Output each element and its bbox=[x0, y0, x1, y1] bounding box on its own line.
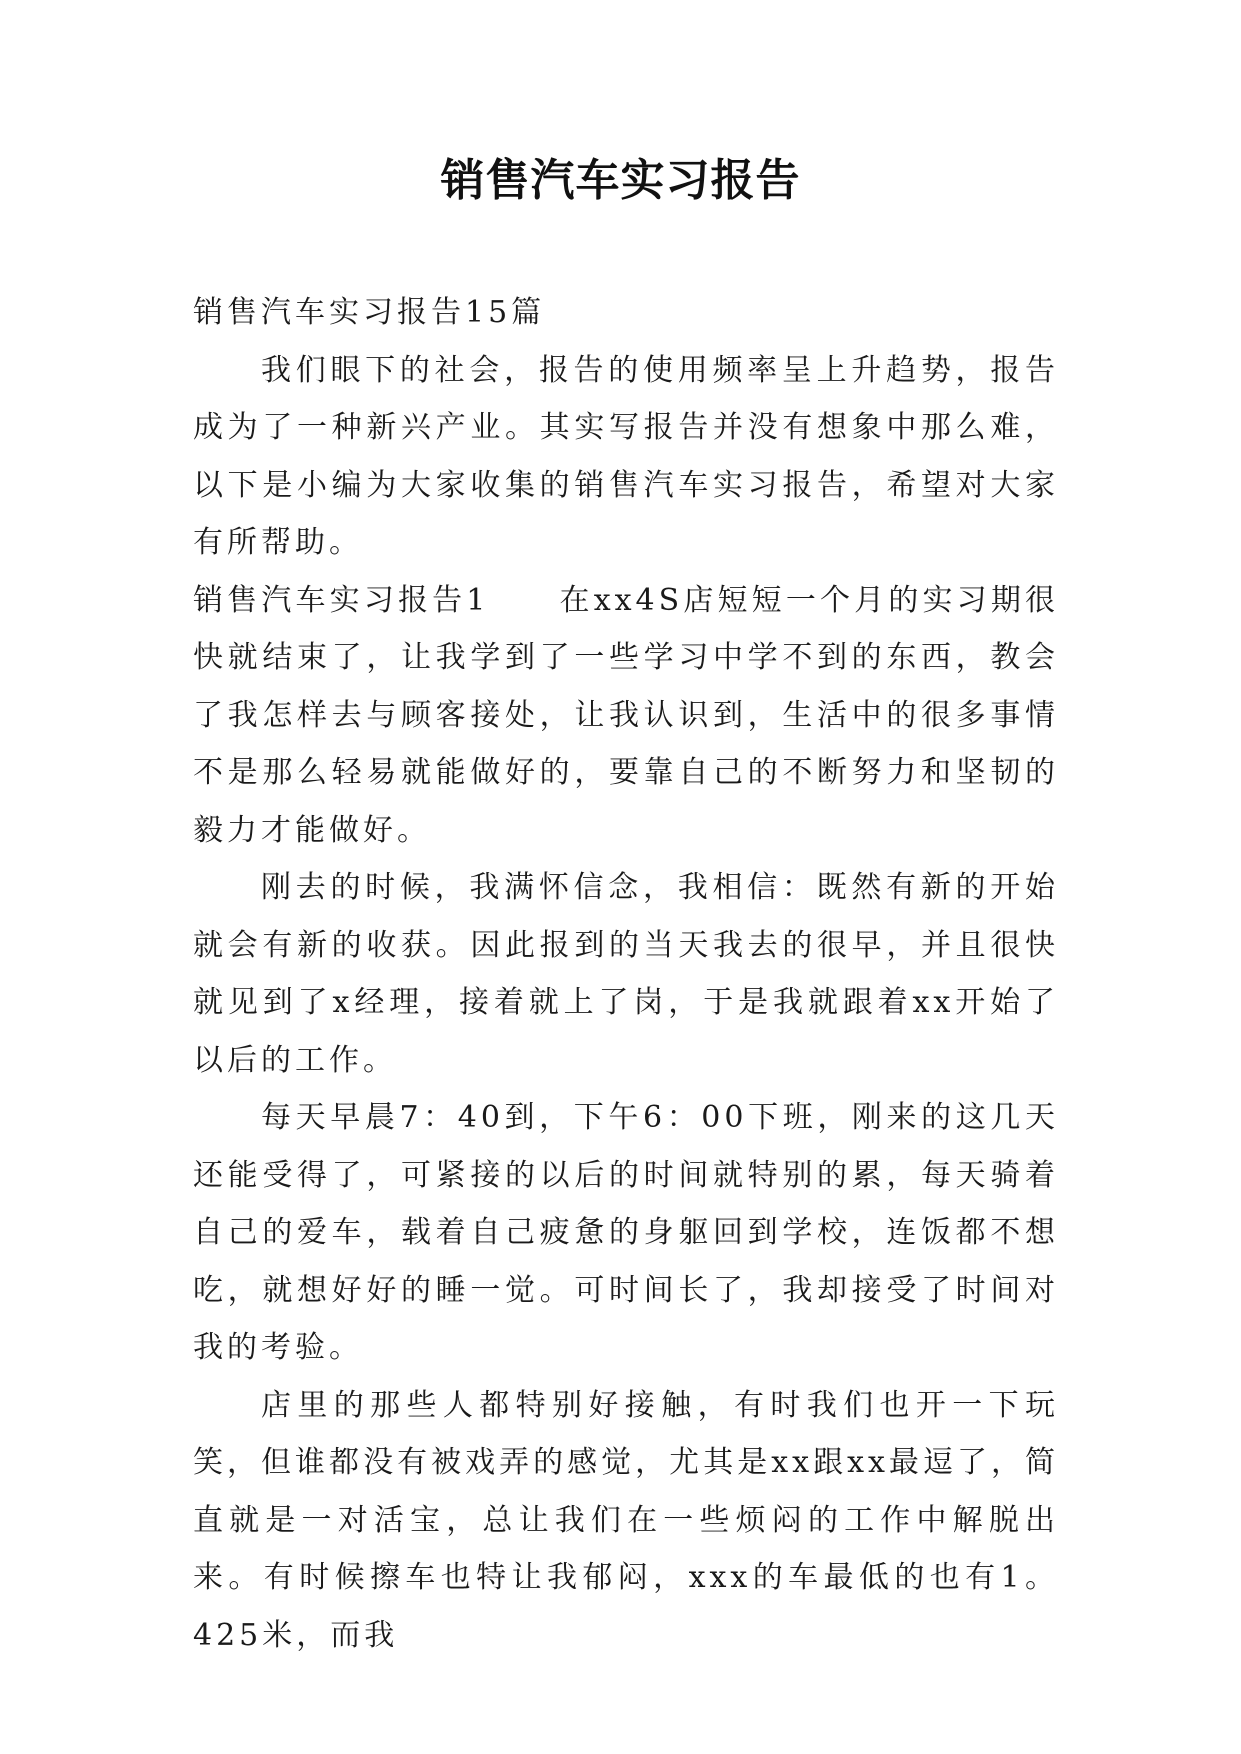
document-body bbox=[193, 284, 1059, 1664]
intro-paragraph: 我们眼下的社会，报告的使用频率呈上升趋势，报告成为了一种新兴产业。其实写报告并没有想象中那么难，以下是小编为大家收集的销售汽车实习报告，希望对大家有所帮助。 bbox=[193, 352, 1059, 560]
section-1-paragraph bbox=[193, 572, 1059, 860]
paragraph-2: 刚去的时候，我满怀信念，我相信：既然有新的开始就会有新的收获。因此报到的当天我去的很早，并且很快就见到了x经理，接着就上了岗，于是我就跟着xx开始了以后的工作。 bbox=[193, 870, 1059, 1078]
paragraph-4: 店里的那些人都特别好接触，有时我们也开一下玩笑，但谁都没有被戏弄的感觉，尤其是xx跟xx最逗了，简直就是一对活宝，总让我们在一些烦闷的工作中解脱出来。有时候擦车也特让我郁闷，xxx的车最低的也有1。425米，而我 bbox=[193, 1387, 1059, 1653]
section-1-text: 在xx4S店短短一个月的实习期很快就结束了，让我学到了一些学习中学不到的东西，教会了我怎样去与顾客接处，让我认识到，生活中的很多事情不是那么轻易就能做好的，要靠自己的不断努力和坚韧的毅力才能做好。 bbox=[193, 582, 1059, 848]
section-1-heading: 销售汽车实习报告1 bbox=[193, 582, 490, 618]
document-subtitle: 销售汽车实习报告15篇 bbox=[193, 295, 546, 330]
paragraph-3: 每天早晨7：40到，下午6：00下班，刚来的这几天还能受得了，可紧接的以后的时间就特别的累，每天骑着自己的爱车，载着自己疲惫的身躯回到学校，连饭都不想吃，就想好好的睡一觉。可时间长了，我却接受了时间对我的考验。 bbox=[193, 1100, 1059, 1365]
document-title: 销售汽车实习报告 bbox=[440, 155, 801, 206]
